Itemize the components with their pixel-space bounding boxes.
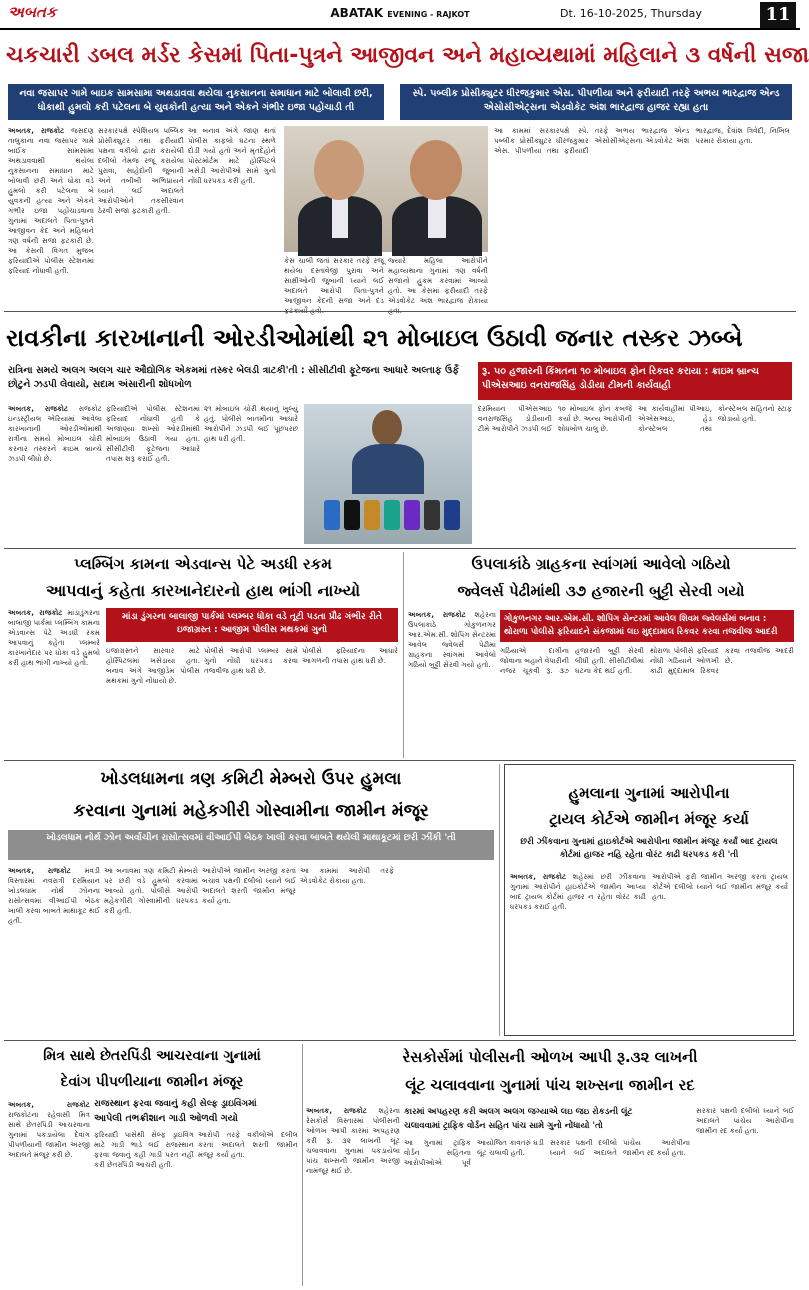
- story6-headline-line2: ટ્રાયલ કોર્ટએ જામીન મંજૂર કર્યા: [549, 810, 749, 828]
- story7-inner-headline-line1: રાજસ્થાન ફરવા જવાનું કહી સેલ્ફ ડ્રાઇવિંગમાં: [94, 1099, 257, 1109]
- story1-column-5: જ્યારે મહિલા આરોપીને મહાવ્યથાના ગુનામાં ત્રણ વર્ષની સજાનો હુકમ કરવામાં આવ્યો હતો. આ કેસમાં ફરીયાદી તરફે એડવોકેટ અંશ ભારદ્વાજ રોકાયા: [388, 256, 488, 305]
- story3-text-1: માંડાડુંગરના બાલાજી પાર્કમાં પ્લમ્બિંગ કામના એડવાન્સ પેટે અડધી રકમ આપવાનું કહેતા પ્લમ્બરે કારખાનેદાર પર ધોકા વડે હુમલો કરી હાથ ભાંગી નાખ્યો હતો.: [8, 608, 100, 667]
- story4-column-2: ગઠિયાએ દાગીના જોવાના બહાને વેપારીની નજર ચૂકવી રૂ. ૩૭ હજારની બુટ્ટી સેરવી લીધી હતી. સીસીટીવીમાં ઘટના કેદ થઈ હતી.: [500, 646, 644, 675]
- story3-column-1: [8, 608, 100, 756]
- story8-column-2: આ ગુનામાં ટ્રાફિક વોર્ડન સહિતના આરોપીઓએ પૂર્વ આયોજિત કાવતરું ઘડી લૂંટ ચલાવી હતી.: [404, 1138, 544, 1167]
- story7-column-3: આરોપી તરફે વકીલોએ દલીલ કરતાં અદાલતે શરતી જામીન મંજૂર કર્યા હતા.: [198, 1130, 298, 1159]
- masthead: [0, 0, 800, 30]
- story4-subhead: ગોકુળનગર આર.એમ.સી. શોપિંગ સેન્ટરમાં આવેલ શિવમ જ્વેલર્સમાં બનાવ : થોરાળા પોલીસે ફરિયાદને સંકજામાં લઇ મુદ્દામાલ રિકવર કરવા તજવીજ આદરી: [500, 610, 794, 642]
- story8-headline-line2: લૂંટ ચલાવવાના ગુનામાં પાંચ શખ્સના જામીન રદ: [405, 1076, 695, 1094]
- story2-subhead-left: રાત્રિના સમયે અલગ અલગ ચાર ઔદ્યોગિક એકમમાં તસ્કર બેલડી ત્રાટકી'તી : સીસીટીવી ફૂટેજના આધારે અલ્તાફ ઉર્ફે છોટુને ઝડપી લેવાયો, સદામ અંસારીની શોધખોળ: [8, 365, 459, 390]
- story1-column-2: સરકારપક્ષે સ્પેશિયલ પબ્લિક પ્રોસીક્યુટર તથા ફરીયાદી પક્ષના વકીલો દ્વારા કરાયેલી દલીલો તેમજ રજૂ કરાયેલા પુરાવા, સાહેદોની જુબાની અને તબીબી અભિપ્રાયને ધ્યાને લઈ અદાલતે આરોપીઓને તકસીરવાન ઠેરવી સજા ફટકારી હતી.: [98, 126, 184, 215]
- newspaper-logo: અબતક: [8, 3, 57, 21]
- story1-subhead-left: નવા જસાપર ગામે બાઇક સામસામા અથડાવવા થયેલા નુકસાનના સમાધાન માટે બોલાવી છરી, ધોકાથી હુમલો કરી પટેલના બે યુવકોની હત્યા અને એકને ગંભીર ઇજા પહોંચાડી તી: [8, 84, 384, 120]
- story1-headline: ચકચારી ડબલ મર્ડર કેસમાં પિતા-પુત્રને આજીવન અને મહાવ્યથામાં મહિલાને ૩ વર્ષની સજા: [6, 43, 809, 68]
- story7-column-1: [8, 1100, 90, 1284]
- story5-text-1: મવડી વિસ્તારમાં નવરાત્રી દરમિયાન ખોડલધામ નોર્થ ઝોનના રાસોત્સવમાં વીઆઈપી બેઠક ખાલી કરવા બાબતે માથાકૂટ થઈ હતી.: [8, 866, 100, 925]
- divider: [499, 764, 500, 1036]
- story6-headline-line1: હુમલાના ગુનામાં આરોપીના: [568, 784, 730, 802]
- story7-headline-line2: દેવાંગ પીપળીયાના જામીન મંજૂર: [60, 1074, 244, 1090]
- story2-column-2: ફરિયાદીએ પોલીસ સ્ટેશનમાં ફરિયાદ નોંધાવી હતી કે અજાણ્યા શખ્સો ઓરડીમાંથી મોબાઇલ ઉઠાવી ગયા હતા. સીસીટીવી ફૂટેજના આધારે તપાસ શરૂ કરાઈ હતી.: [106, 404, 200, 463]
- story1-photo-lawyers: [284, 126, 488, 252]
- story3-headline-line2: આપવાનું કહેતા કારખાનેદારનો હાથ ભાંગી નાખ્યો: [45, 581, 361, 600]
- story2-text-1: રાજકોટ ઇન્ડસ્ટ્રીયલ એરિયામાં આવેલા કારખાનાની ઓરડીઓમાંથી રાત્રીના સમયે મોબાઇલ ચોરી કરનાર તસ્કરને ક્રાઇમ બ્રાન્ચે ઝડપી લીધો છે.: [8, 404, 102, 463]
- story8-column-1: [306, 1106, 400, 1284]
- story5-byline: અબતક, રાજકોટ: [8, 866, 71, 875]
- story5-column-1: [8, 866, 100, 1034]
- story4-column-3: થોરાળા પોલીસે ફરિયાદ નોંધી ગઠિયાને ઓળખી કાઢી મુદ્દામાલ રિકવર કરવા તજવીજ આદરી છે.: [650, 646, 794, 675]
- story5-headline-line1: ખોડલધામના ત્રણ કમિટી મેમ્બરો ઉપર હુમલા: [100, 769, 402, 789]
- story8-column-3: સરકાર પક્ષની દલીલો ધ્યાને લઈ અદાલતે પાંચેય આરોપીના જામીન રદ કર્યા હતા.: [550, 1138, 690, 1157]
- story3-column-3: પોલીસે આરોપી પ્લમ્બર સામે ગુનો નોંધી ધરપકડ કરવા તજવીજ હાથ ધરી છે.: [204, 646, 298, 675]
- story5-column-3: આરોપીએ જામીન અરજી કરતાં બચાવ પક્ષની દલીલો ધ્યાને લઈ અદાલતે શરતી જામીન મંજૂર કર્યા હતા.: [202, 866, 296, 905]
- story6-text-1: શહેરમાં છરી ઝીંકવાના ગુનામાં આરોપીને હાઇકોર્ટએ જામીન આપ્યા બાદ ટ્રાયલ કોર્ટમાં હાજર ન રહેતા વોરંટ કાઢી ધરપકડ કરાઈ હતી.: [510, 872, 646, 911]
- divider: [403, 552, 404, 758]
- story2-subhead-right: રૂ. ૫૦ હજારની કિંમતના ૧૦ મોબાઇલ ફોન રિકવર કરાયા : ક્રાઇમ બ્રાન્ચ પીએસઆઇ વનરાજસિંહ ડોડીયા ટીમની કાર્યવાહી: [478, 362, 792, 400]
- story7-headline-line1: મિત્ર સાથે છેતરપિંડી આચરવાના ગુનામાં: [43, 1048, 261, 1064]
- story5-subhead: ખોડલધામ નોર્થ ઝોન અર્વાચીન રાસોત્સવમાં વીઆઈપી બેઠક ખાલી કરવા બાબતે થયેલી માથાકૂટમાં છરી ઝીંકી 'તી: [8, 830, 494, 860]
- story1-byline: અબતક, રાજકોટ: [8, 126, 65, 135]
- edition-label: EVENING - RAJKOT: [387, 10, 470, 19]
- story1-subhead-right: સ્પે. પબ્લીક પ્રોસીક્યુટર ધીરજકુમાર એસ. પીપળીયા અને ફરીયાદી તરફે અભય ભારદ્વાજ એન્ડ એસોસીએટ્સના એડવોકેટ અંશ ભારદ્વાજ હાજર રહ્યા હતા: [400, 84, 792, 120]
- story4-text-1: શહેરના ઉપલાકાંઠે ગોકુળનગર આર.એમ.સી. શોપિંગ સેન્ટરમાં આવેલ જ્વેલર્સ પેઢીમાં ગ્રાહકના સ્વાંગમાં આવેલો ગઠિયો બુટ્ટી સેરવી ગયો હતો.: [408, 610, 496, 669]
- story3-subhead: માંડા ડુંગરના બાલાજી પાર્કમાં પ્લમ્બર ધોકા વડે તૂટી પડતા પ્રૌઢ ગંભીર રીતે ઇજાગ્રસ્ત : આજીમ પોલીસ મથકમાં ગુનો: [106, 608, 398, 642]
- story3-byline: અબતક, રાજકોટ: [8, 608, 63, 617]
- story7-column-2: ફરિયાદી પાસેથી સેલ્ફ ડ્રાઇવિંગ માટે ગાડી ભાડે લઈ રાજસ્થાન ફરવા જવાનું કહી ગાડી પરત નહીં કરી છેતરપિંડી આચરી હતી.: [94, 1130, 194, 1169]
- story1-column-3: આ બનાવ અંગે જાણ થતાં પોલીસ કાફલો ઘટના સ્થળે દોડી ગયો હતો અને મૃતદેહોને પોસ્ટમોર્ટમ માટે હોસ્પિટલે ખસેડી આરોપીઓ સામે ગુનો નોંધી ધરપકડ કરી હતી.: [188, 126, 276, 185]
- story8-headline-line1: રેસકોર્સમાં પોલીસની ઓળખ આપી રૂ.૩૨ લાખની: [402, 1048, 698, 1066]
- story8-column-4: સરકાર પક્ષની દલીલો ધ્યાને લઈ અદાલતે પાંચેય આરોપીના જામીન રદ કર્યા હતા.: [696, 1106, 794, 1135]
- story2-column-4: દરમિયાન પીએસઆઇ વનરાજસિંહ ડોડીયાની ટીમે આરોપીને ઝડપી લઈ ૧૦ મોબાઇલ ફોન કબજે કર્યા છે. અન્ય આરોપીની શોધખોળ ચાલુ છે.: [478, 404, 632, 433]
- story2-byline: અબતક, રાજકોટ: [8, 404, 69, 413]
- story6-column-2: આરોપીએ ફરી જામીન અરજી કરતા ટ્રાયલ કોર્ટએ દલીલો ધ્યાને લઈ જામીન મંજૂર કર્યા હતા.: [652, 872, 788, 901]
- story6-column-1: [510, 872, 646, 1030]
- divider: [4, 311, 796, 312]
- issue-date: Dt. 16-10-2025, Thursday: [560, 7, 702, 20]
- story3-column-4: પોલીસે ફરિયાદના આધારે આગળની તપાસ હાથ ધરી છે.: [302, 646, 398, 665]
- story2-column-1: [8, 404, 102, 544]
- story4-byline: અબતક, રાજકોટ: [408, 610, 466, 619]
- masthead-title: [300, 6, 500, 20]
- story5-column-4: આ કામમાં આરોપી તરફે એડવોકેટ રોકાયા હતા.: [300, 866, 394, 885]
- story4-headline-line1: ઉપલાકાંઠે ગ્રાહકના સ્વાંગમાં આવેલો ગઠિયો: [471, 555, 731, 573]
- paper-name: ABATAK: [330, 6, 384, 20]
- story4-headline-line2: જ્વેલર્સ પેઢીમાંથી ૩૭ હજારની બુટ્ટી સેરવી ગયો: [457, 582, 745, 600]
- divider: [4, 548, 796, 549]
- story6-byline: અબતક, રાજકોટ: [510, 872, 567, 881]
- story6-subhead: છરી ઝીંકવાના ગુનામાં હાઇકોર્ટએ આરોપીના જામીન મંજૂર કર્યાં બાદ ટ્રાયલ કોર્ટમાં હાજર નહિ રહેતા વોરંટ કાઢી ધરપકડ કરી 'તી: [520, 837, 778, 860]
- story7-inner-headline-line2: આપેલી તભક્રીશાન ગાડી ઓળવી ગયો: [94, 1113, 238, 1124]
- story1-text-1: જસદણ તાલુકાના નવા જસાપર ગામે બાઈક સામસામા અથડાવવાથી થયેલા નુકસાનના સમાધાન માટે બોલાવી છરી અને ધોકા વડે હુમલો કરી પટેલના બે યુવકની હત્યા અને એકને ગંભીર ઇજા પહોંચાડવાના ગુનામાં અદાલતે પિતા-પુત્રને આજીવન કેદ અને મહિલાને ત્રણ વર્ષની સજા ફટકારી છે. આ કેસની વિગત મુજબ ફરિયાદીએ પોલીસ સ્ટેશનમાં ફરિયાદ નોંધાવી હતી.: [8, 126, 94, 275]
- story2-headline: રાવકીના કારખાનાની ઓરડીઓમાંથી ૨૧ મોબાઇલ ઉઠાવી જનાર તસ્કર ઝબ્બે: [6, 324, 743, 352]
- divider: [4, 1040, 796, 1041]
- story3-headline-line1: પ્લમ્બિંગ કામના એડવાન્સ પેટે અડધી રકમ: [74, 555, 332, 573]
- story1-column-1: [8, 126, 94, 306]
- story5-column-2: આ બનાવમાં ત્રણ કમિટી મેમ્બરો પર છરી વડે હુમલો કરવામાં આવ્યો હતો. પોલીસે આરોપી મહેકગીરી ગોસ્વામીની ધરપકડ કરી હતી.: [104, 866, 198, 915]
- divider: [302, 1044, 303, 1286]
- story8-inner-headline-line1: કારમાં અપહરણ કરી અલગ અલગ જગ્યાએ લઇ જઇ રોકડની લૂંટ: [404, 1107, 633, 1117]
- story4-column-1: [408, 610, 496, 756]
- story7-text-1: રાજકોટના રહેવાસી મિત્ર સાથે છેતરપિંડી આચરવાના ગુનામાં પકડાયેલા દેવાંગ પીપળીયાની જામીન અરજી અદાલતે મંજૂર કરી છે.: [8, 1110, 90, 1159]
- story1-column-4: કેસ ચાલી જતાં સરકાર તરફે રજૂ થયેલા દસ્તાવેજી પુરાવા અને સાક્ષીઓની જુબાની ધ્યાને લઈ અદાલતે આરોપી પિતા-પુત્રને આજીવન કેદની સજા અને દંડ: [284, 256, 384, 305]
- story8-text-1: શહેરના રેસકોર્સ વિસ્તારમાં પોલીસની ઓળખ આપી કારમાં અપહરણ કરી રૂ. ૩૨ લાખની લૂંટ ચલાવવાના ગુનામાં પકડાયેલા પાંચ શખ્સની જામીન અરજી નામંજૂર થઈ છે.: [306, 1106, 400, 1175]
- page-number: 11: [760, 2, 796, 28]
- story5-headline-line2: કરવાના ગુનામાં મહેકગીરી ગોસ્વામીના જામીન મંજૂર: [73, 801, 429, 821]
- story7-byline: અબતક, રાજકોટ: [8, 1100, 90, 1109]
- story2-column-5: આ કાર્યવાહીમાં પીઆઇ, એએસઆઇ, હેડ કોન્સ્ટેબલ તથા કોન્સ્ટેબલ સહિતનો સ્ટાફ જોડાયો હતો.: [638, 404, 792, 433]
- divider: [4, 760, 796, 761]
- story3-column-2: ઇજાગ્રસ્તને સારવાર માટે હોસ્પિટલમાં ખસેડાયા હતા. બનાવ અંગે આજીડેમ પોલીસ મથકમાં ગુનો નોંધાયો છે.: [106, 646, 200, 685]
- story2-photo-accused-with-phones: [304, 404, 472, 544]
- story1-column-6: આ કામમાં સરકારપક્ષે સ્પે. પબ્લીક પ્રોસીક્યુટર ધીરજકુમાર એસ. પીપળીયા તથા ફરીયાદી તરફે અભય ભારદ્વાજ એન્ડ એસોસીએટ્સના એડવોકેટ અંશ ભારદ્વાજ, દેવાંશ ત્રિવેદી, નિખિલ પરમાર રોકાયા હતા.: [494, 126, 790, 155]
- story8-byline: અબતક, રાજકોટ: [306, 1106, 367, 1115]
- story8-inner-headline-line2: ચલાવવામાં ટ્રાફિક વોર્ડન સહિત પાંચ સામે ગુનો નોંધાયો 'તો: [404, 1121, 603, 1131]
- story2-column-3: ૨૧ મોબાઇલ ચોરી થયાનું ખુલ્યું હતું. પોલીસે બાતમીના આધારે આરોપીને ઝડપી લઈ પૂછપરછ હાથ ધરી હતી.: [204, 404, 298, 443]
